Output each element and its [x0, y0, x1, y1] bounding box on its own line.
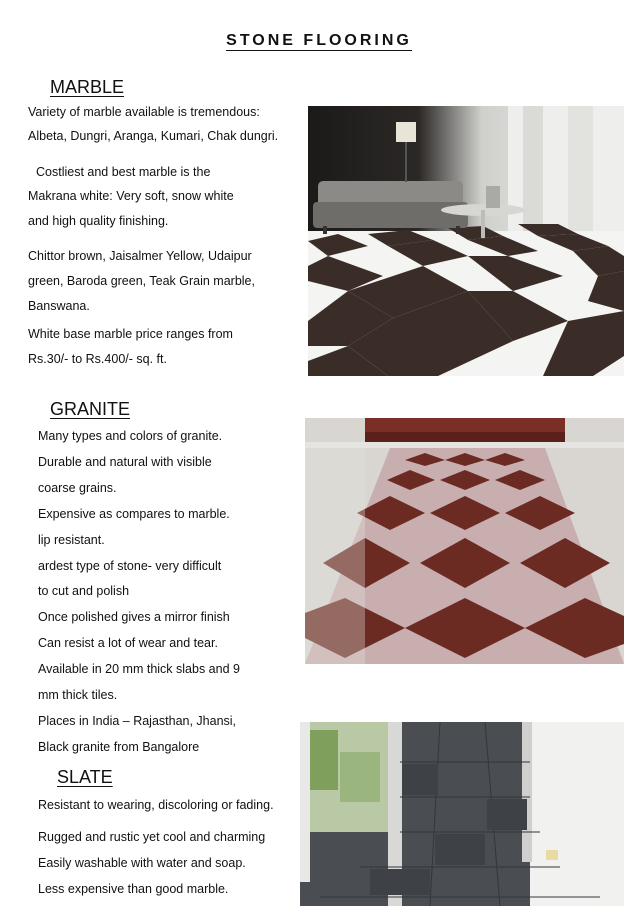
granite-floor-photo: [305, 418, 624, 664]
granite-line: Available in 20 mm thick slabs and 9: [38, 662, 240, 676]
granite-line: Expensive as compares to marble.: [38, 507, 230, 521]
marble-line: Banswana.: [28, 299, 90, 313]
granite-line: Places in India – Rajasthan, Jhansi,: [38, 714, 237, 728]
marble-line: Albeta, Dungri, Aranga, Kumari, Chak dungri.: [28, 129, 279, 143]
marble-line: Makrana white: Very soft, snow white: [28, 189, 234, 203]
page-title: STONE FLOORING: [226, 32, 412, 49]
granite-line: Can resist a lot of wear and tear.: [38, 636, 218, 650]
marble-line: Chittor brown, Jaisalmer Yellow, Udaipur: [28, 249, 252, 263]
granite-line: ardest type of stone- very difficult: [38, 559, 222, 573]
granite-line: Durable and natural with visible: [38, 455, 212, 469]
marble-line: Costliest and best marble is the: [36, 165, 211, 179]
granite-line: Black granite from Bangalore: [38, 740, 200, 754]
marble-floor-photo: [308, 106, 624, 376]
granite-line: to cut and polish: [38, 584, 130, 598]
granite-line: Many types and colors of granite.: [38, 429, 223, 443]
granite-line: Once polished gives a mirror finish: [38, 610, 230, 624]
granite-heading: GRANITE: [50, 399, 131, 419]
slate-line: Rugged and rustic yet cool and charming: [38, 830, 266, 844]
slate-line: Easily washable with water and soap.: [38, 856, 246, 870]
granite-line: mm thick tiles.: [38, 688, 118, 702]
marble-line: Rs.30/- to Rs.400/- sq. ft.: [28, 352, 167, 366]
marble-line: Variety of marble available is tremendous:: [28, 105, 260, 119]
marble-line: and high quality finishing.: [28, 214, 169, 228]
granite-line: coarse grains.: [38, 481, 117, 495]
slate-heading: SLATE: [57, 767, 113, 787]
marble-line: White base marble price ranges from: [28, 327, 233, 341]
slate-floor-photo: [300, 722, 624, 906]
marble-line: green, Baroda green, Teak Grain marble,: [28, 274, 255, 288]
slate-line: Resistant to wearing, discoloring or fading.: [38, 798, 274, 812]
marble-heading: MARBLE: [50, 77, 125, 97]
slate-line: Less expensive than good marble.: [38, 882, 229, 896]
granite-line: lip resistant.: [38, 533, 105, 547]
